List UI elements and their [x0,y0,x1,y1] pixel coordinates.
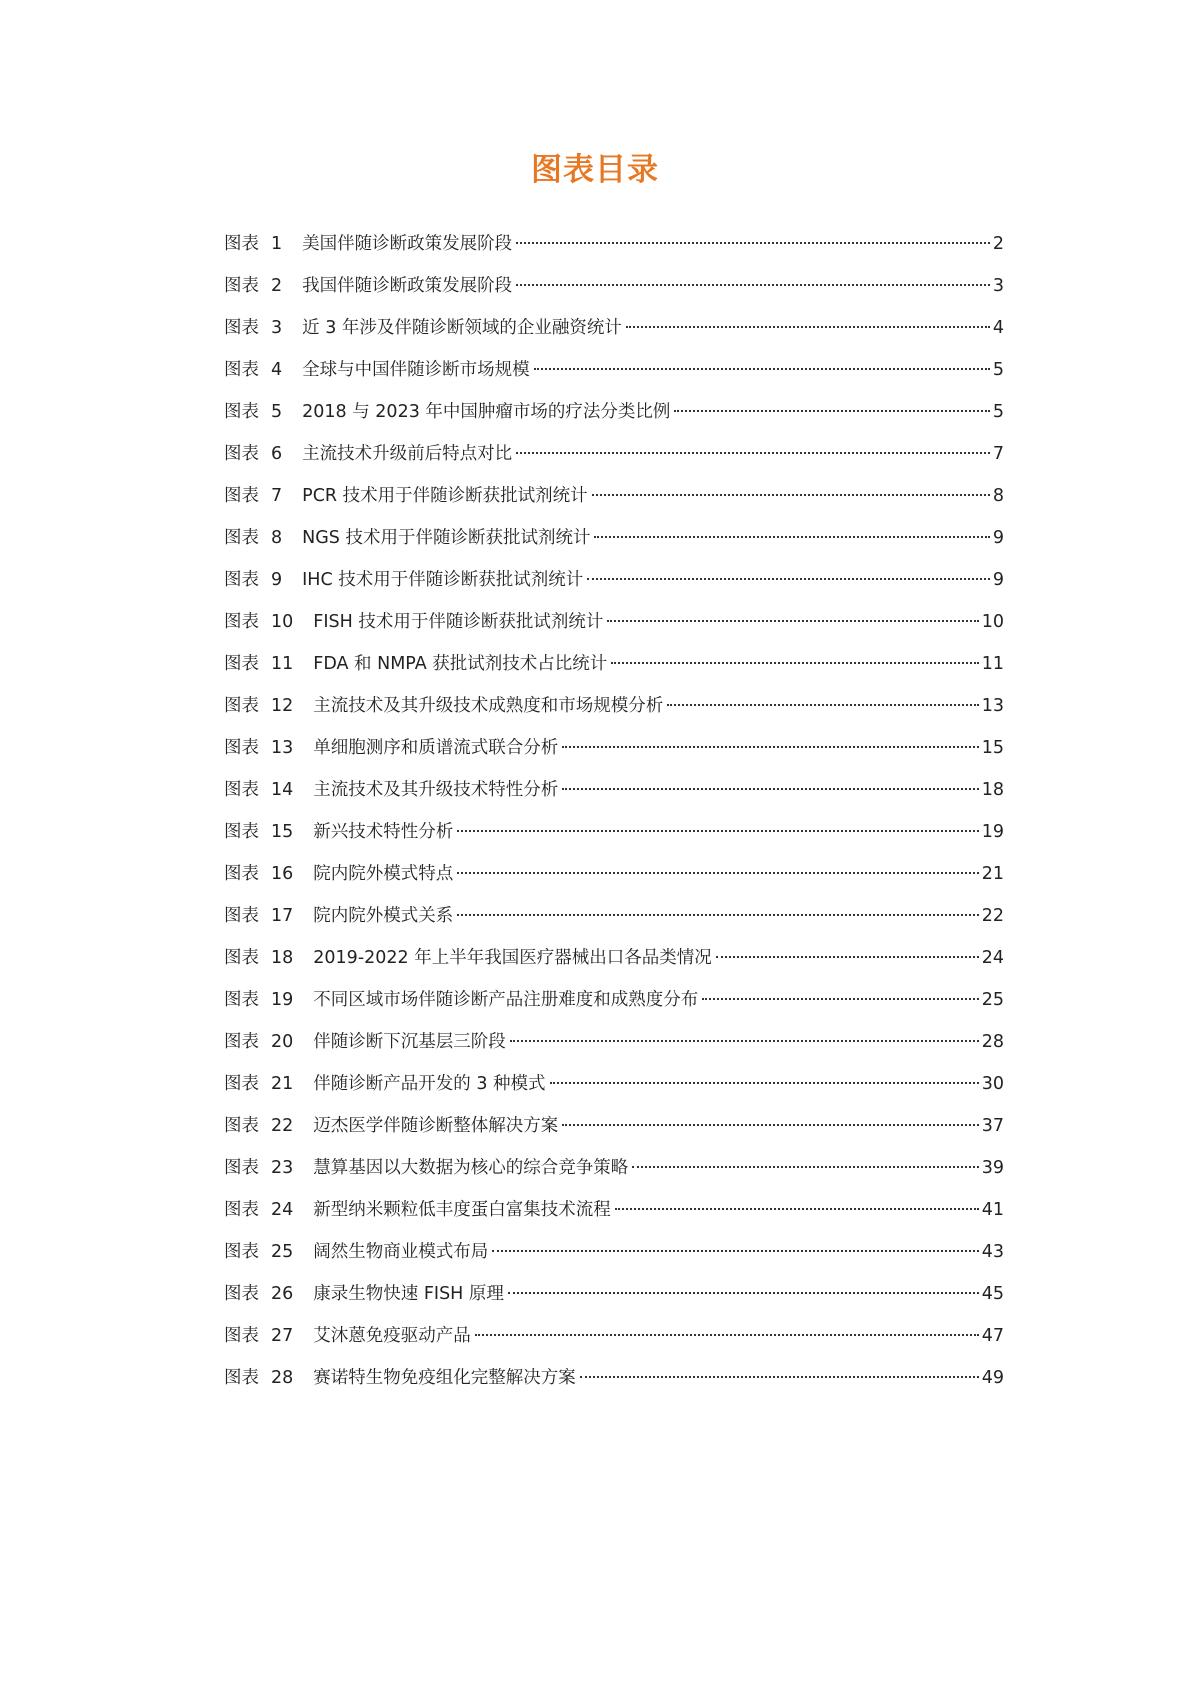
figure-label-prefix: 图表 [224,570,259,590]
page-number: 45 [981,1284,1004,1304]
figure-number: 3 [271,318,283,338]
dot-leader [457,914,978,916]
figure-number: 17 [271,906,294,926]
dot-leader [516,452,990,454]
figure-title: 新型纳米颗粒低丰度蛋白富集技术流程 [313,1200,611,1220]
figure-label [224,231,282,257]
figure-label-prefix: 图表 [224,318,259,338]
figure-label [224,777,293,803]
figure-title: IHC 技术用于伴随诊断获批试剂统计 [302,570,584,590]
figure-label [224,399,282,425]
figure-label-prefix: 图表 [224,360,259,380]
figure-title: 新兴技术特性分析 [313,822,454,842]
figure-title: NGS 技术用于伴随诊断获批试剂统计 [302,528,591,548]
dot-leader [492,1250,978,1252]
figure-title: 2018 与 2023 年中国肿瘤市场的疗法分类比例 [302,402,671,422]
figure-title: 单细胞测序和质谱流式联合分析 [313,738,559,758]
page-number: 39 [981,1158,1004,1178]
figure-label-prefix: 图表 [224,276,259,296]
toc-entry[interactable] [224,231,1004,273]
figure-title: 阔然生物商业模式布局 [313,1242,489,1262]
figure-number: 27 [271,1326,294,1346]
figure-label [224,441,282,467]
page-number: 2 [992,234,1004,254]
figure-number: 26 [271,1284,294,1304]
toc-entry[interactable] [224,777,1004,819]
dot-leader [475,1334,979,1336]
dot-leader [508,1292,979,1294]
figure-number: 2 [271,276,283,296]
figure-title: 不同区域市场伴随诊断产品注册难度和成熟度分布 [313,990,699,1010]
dot-leader [592,494,990,496]
figure-label-prefix: 图表 [224,1158,259,1178]
figure-label [224,315,282,341]
figure-label-prefix: 图表 [224,1326,259,1346]
page-number: 28 [981,1032,1004,1052]
figure-number: 24 [271,1200,294,1220]
figure-label [224,1029,293,1055]
figure-title: PCR 技术用于伴随诊断获批试剂统计 [302,486,588,506]
dot-leader [457,872,978,874]
figure-number: 5 [271,402,283,422]
figure-number: 15 [271,822,294,842]
figure-title: 艾沐蒽免疫驱动产品 [313,1326,471,1346]
figure-number: 8 [271,528,283,548]
page-number: 43 [981,1242,1004,1262]
figure-label-prefix: 图表 [224,822,259,842]
figure-label [224,1323,293,1349]
dot-leader [550,1082,979,1084]
toc-entry[interactable] [224,1365,1004,1407]
figure-label-prefix: 图表 [224,696,259,716]
table-of-figures [224,231,1004,1407]
page-number: 5 [992,360,1004,380]
figure-title: FDA 和 NMPA 获批试剂技术占比统计 [313,654,608,674]
toc-entry[interactable] [224,1071,1004,1113]
figure-number: 7 [271,486,283,506]
toc-entry[interactable] [224,735,1004,777]
dot-leader [611,662,978,664]
figure-number: 6 [271,444,283,464]
figure-number: 23 [271,1158,294,1178]
dot-leader [626,326,990,328]
dot-leader [674,410,989,412]
figure-label [224,861,293,887]
page-number: 3 [992,276,1004,296]
figure-label-prefix: 图表 [224,1242,259,1262]
figure-label [224,1113,293,1139]
toc-entry[interactable] [224,945,1004,987]
page-title: 图表目录 [531,152,659,188]
figure-label [224,1197,293,1223]
figure-label [224,987,293,1013]
figure-label-prefix: 图表 [224,906,259,926]
figure-title: 主流技术及其升级技术特性分析 [313,780,559,800]
toc-entry[interactable] [224,1197,1004,1239]
figure-label [224,1365,293,1391]
toc-entry[interactable] [224,651,1004,693]
dot-leader [457,830,978,832]
toc-entry[interactable] [224,903,1004,945]
dot-leader [594,536,989,538]
page-number: 21 [981,864,1004,884]
figure-label [224,903,293,929]
figure-number: 28 [271,1368,294,1388]
dot-leader [510,1040,979,1042]
figure-title: 康录生物快速 FISH 原理 [313,1284,504,1304]
figure-number: 10 [271,612,294,632]
figure-label-prefix: 图表 [224,444,259,464]
figure-title: 主流技术及其升级技术成熟度和市场规模分析 [313,696,664,716]
page-number: 47 [981,1326,1004,1346]
figure-title: FISH 技术用于伴随诊断获批试剂统计 [313,612,604,632]
page-number: 7 [992,444,1004,464]
dot-leader [516,242,990,244]
figure-label [224,945,293,971]
figure-label-prefix: 图表 [224,1074,259,1094]
dot-leader [534,368,990,370]
figure-title: 美国伴随诊断政策发展阶段 [302,234,513,254]
figure-title: 院内院外模式特点 [313,864,454,884]
figure-label-prefix: 图表 [224,528,259,548]
figure-label [224,735,293,761]
toc-entry[interactable] [224,861,1004,903]
figure-label [224,273,282,299]
toc-entry[interactable] [224,315,1004,357]
toc-entry[interactable] [224,357,1004,399]
page-number: 15 [981,738,1004,758]
page-number: 8 [992,486,1004,506]
toc-entry[interactable] [224,399,1004,441]
figure-number: 11 [271,654,294,674]
toc-entry[interactable] [224,441,1004,483]
figure-label [224,1239,293,1265]
figure-number: 4 [271,360,283,380]
figure-label [224,651,293,677]
figure-label [224,1155,293,1181]
figure-label-prefix: 图表 [224,1368,259,1388]
figure-label [224,567,282,593]
figure-title: 伴随诊断下沉基层三阶段 [313,1032,506,1052]
figure-label-prefix: 图表 [224,738,259,758]
dot-leader [562,788,978,790]
toc-entry[interactable] [224,1155,1004,1197]
toc-entry[interactable] [224,525,1004,567]
page-number: 22 [981,906,1004,926]
figure-label [224,1071,293,1097]
page-number: 13 [981,696,1004,716]
dot-leader [516,284,990,286]
page-number: 37 [981,1116,1004,1136]
page-number: 4 [992,318,1004,338]
toc-entry[interactable] [224,1239,1004,1281]
dot-leader [667,704,978,706]
figure-number: 9 [271,570,283,590]
figure-label-prefix: 图表 [224,990,259,1010]
figure-number: 16 [271,864,294,884]
page-number: 24 [981,948,1004,968]
figure-label [224,483,282,509]
figure-label-prefix: 图表 [224,486,259,506]
figure-label [224,357,282,383]
dot-leader [632,1166,978,1168]
figure-title: 我国伴随诊断政策发展阶段 [302,276,513,296]
page-number: 11 [981,654,1004,674]
dot-leader [716,956,979,958]
page-number: 10 [981,612,1004,632]
dot-leader [615,1208,979,1210]
figure-title: 赛诺特生物免疫组化完整解决方案 [313,1368,576,1388]
page-number: 25 [981,990,1004,1010]
page-number: 9 [992,528,1004,548]
toc-entry[interactable] [224,1323,1004,1365]
figure-label-prefix: 图表 [224,864,259,884]
figure-title: 迈杰医学伴随诊断整体解决方案 [313,1116,559,1136]
toc-entry[interactable] [224,987,1004,1029]
figure-number: 13 [271,738,294,758]
figure-label-prefix: 图表 [224,1284,259,1304]
figure-number: 22 [271,1116,294,1136]
dot-leader [607,620,978,622]
dot-leader [562,1124,978,1126]
dot-leader [702,998,978,1000]
dot-leader [587,578,990,580]
page-number: 5 [992,402,1004,422]
figure-number: 19 [271,990,294,1010]
figure-label-prefix: 图表 [224,234,259,254]
figure-title: 全球与中国伴随诊断市场规模 [302,360,530,380]
dot-leader [580,1376,979,1378]
page-number: 41 [981,1200,1004,1220]
page-number: 49 [981,1368,1004,1388]
figure-title: 近 3 年涉及伴随诊断领域的企业融资统计 [302,318,622,338]
toc-entry[interactable] [224,483,1004,525]
figure-number: 12 [271,696,294,716]
figure-label-prefix: 图表 [224,780,259,800]
figure-label [224,609,293,635]
figure-label-prefix: 图表 [224,1032,259,1052]
toc-entry[interactable] [224,1281,1004,1323]
toc-entry[interactable] [224,693,1004,735]
page-number: 9 [992,570,1004,590]
page-number: 19 [981,822,1004,842]
page-number: 30 [981,1074,1004,1094]
figure-title: 伴随诊断产品开发的 3 种模式 [313,1074,546,1094]
figure-label-prefix: 图表 [224,1116,259,1136]
toc-entry[interactable] [224,819,1004,861]
figure-number: 18 [271,948,294,968]
figure-label [224,693,293,719]
dot-leader [562,746,978,748]
figure-number: 1 [271,234,283,254]
toc-entry[interactable] [224,567,1004,609]
figure-title: 院内院外模式关系 [313,906,454,926]
figure-label [224,819,293,845]
figure-label-prefix: 图表 [224,1200,259,1220]
toc-entry[interactable] [224,1113,1004,1155]
figure-number: 20 [271,1032,294,1052]
toc-entry[interactable] [224,273,1004,315]
figure-number: 25 [271,1242,294,1262]
figure-title: 主流技术升级前后特点对比 [302,444,513,464]
figure-label-prefix: 图表 [224,948,259,968]
figure-label [224,525,282,551]
figure-number: 21 [271,1074,294,1094]
figure-label-prefix: 图表 [224,402,259,422]
figure-title: 慧算基因以大数据为核心的综合竞争策略 [313,1158,629,1178]
toc-entry[interactable] [224,609,1004,651]
figure-number: 14 [271,780,294,800]
page-number: 18 [981,780,1004,800]
figure-label [224,1281,293,1307]
figure-label-prefix: 图表 [224,612,259,632]
figure-title: 2019-2022 年上半年我国医疗器械出口各品类情况 [313,948,712,968]
toc-entry[interactable] [224,1029,1004,1071]
figure-label-prefix: 图表 [224,654,259,674]
